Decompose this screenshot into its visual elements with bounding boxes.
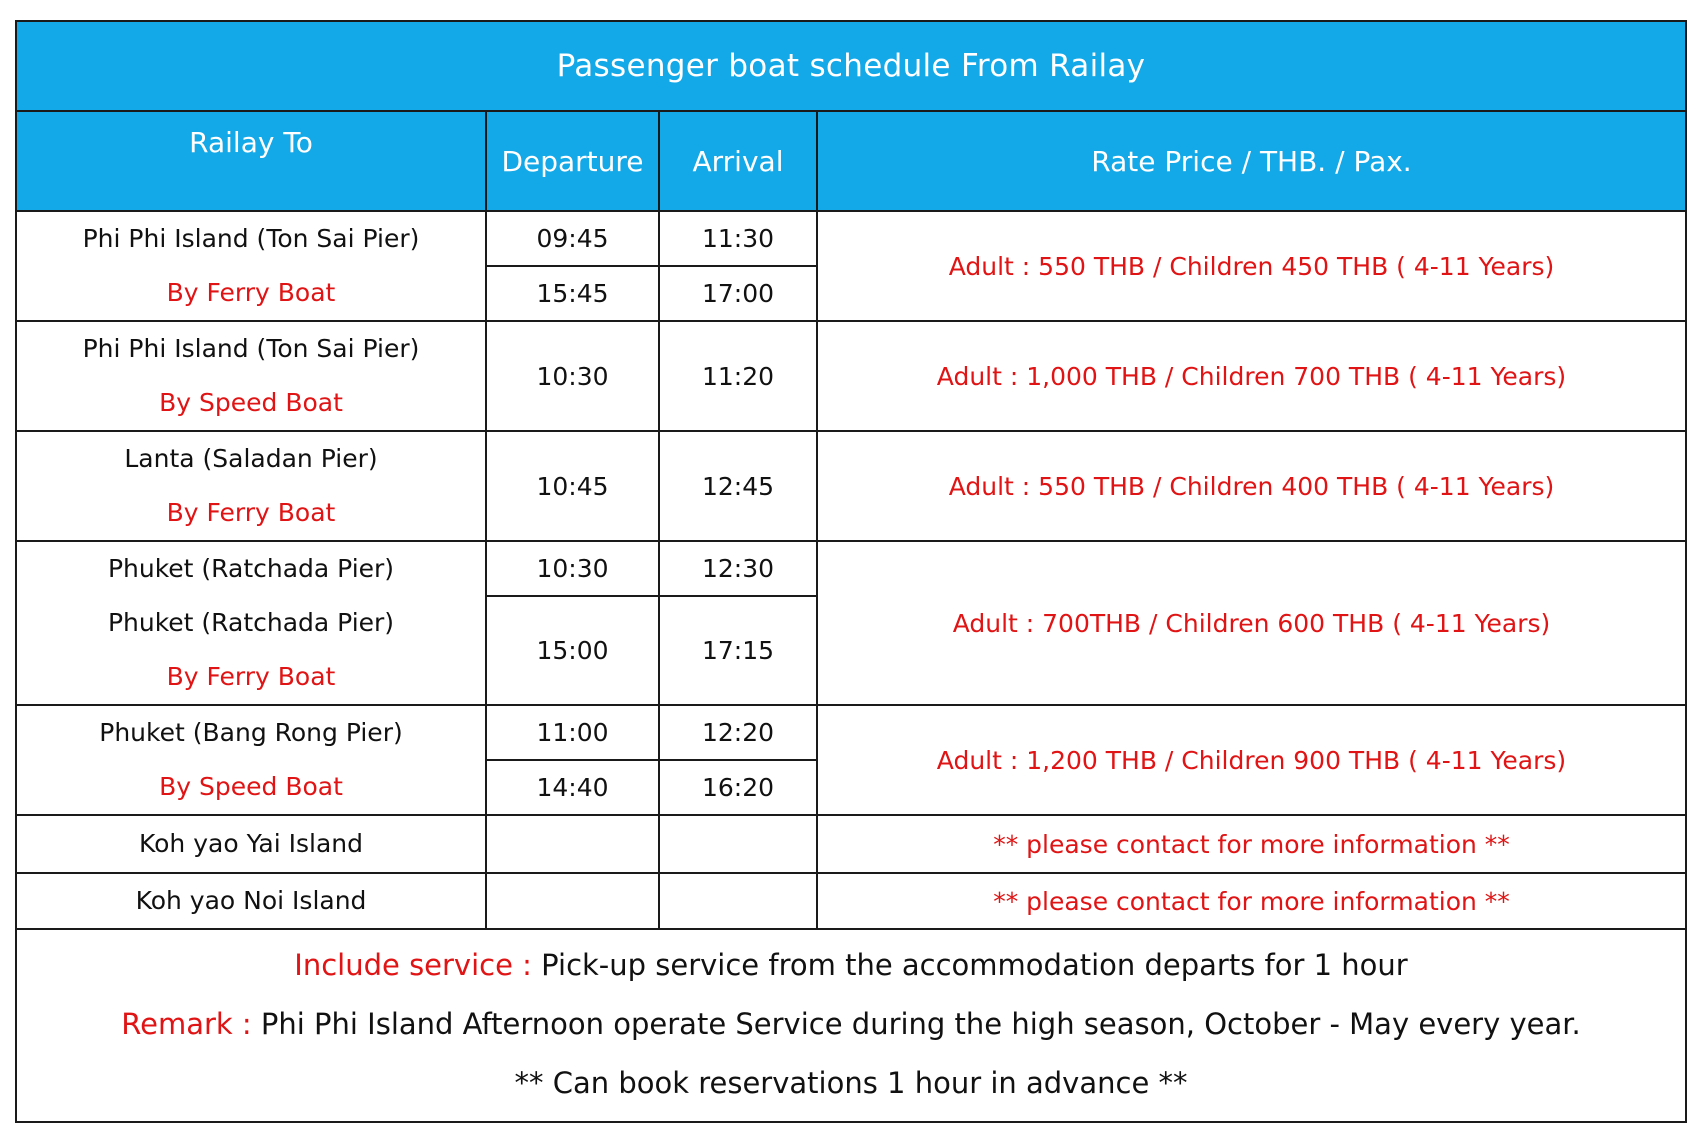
header-railay-to: Railay To bbox=[16, 111, 486, 211]
rate-price: Adult : 1,200 THB / Children 900 THB ( 4-11 Years) bbox=[817, 705, 1686, 815]
table-title: Passenger boat schedule From Railay bbox=[16, 21, 1686, 111]
remark-line bbox=[17, 995, 1685, 1054]
arrival-time-empty bbox=[659, 873, 817, 929]
rate-price: ** please contact for more information ** bbox=[817, 873, 1686, 929]
header-arrival: Arrival bbox=[659, 111, 817, 211]
arrival-time: 17:00 bbox=[659, 266, 817, 321]
departure-time: 15:45 bbox=[486, 266, 659, 321]
destination-cell bbox=[16, 321, 486, 431]
title-row bbox=[16, 21, 1686, 111]
departure-time-empty bbox=[486, 815, 659, 873]
boat-type: By Ferry Boat bbox=[166, 662, 336, 691]
rate-price: Adult : 1,000 THB / Children 700 THB ( 4-11 Years) bbox=[817, 321, 1686, 431]
table-row bbox=[16, 321, 1686, 431]
footer-notes bbox=[16, 929, 1686, 1122]
rate-price: Adult : 550 THB / Children 400 THB ( 4-11 Years) bbox=[817, 431, 1686, 541]
arrival-time: 12:45 bbox=[659, 431, 817, 541]
arrival-time: 17:15 bbox=[659, 596, 817, 705]
destination-name: Koh yao Yai Island bbox=[16, 815, 486, 873]
rate-price: Adult : 700THB / Children 600 THB ( 4-11 Years) bbox=[817, 541, 1686, 705]
table-row bbox=[16, 705, 1686, 760]
arrival-time: 11:30 bbox=[659, 211, 817, 266]
table-row bbox=[16, 431, 1686, 541]
destination-name: Koh yao Noi Island bbox=[16, 873, 486, 929]
boat-type: By Ferry Boat bbox=[166, 498, 336, 527]
table-row bbox=[16, 815, 1686, 873]
include-service-label: Include service : bbox=[294, 948, 532, 982]
destination-name: Phuket (Ratchada Pier) bbox=[107, 554, 395, 583]
departure-time: 10:45 bbox=[486, 431, 659, 541]
departure-time: 15:00 bbox=[486, 596, 659, 705]
destination-cell bbox=[16, 431, 486, 541]
departure-time: 10:30 bbox=[486, 541, 659, 596]
destination-cell bbox=[16, 541, 486, 705]
rate-price: ** please contact for more information ** bbox=[817, 815, 1686, 873]
destination-cell bbox=[16, 705, 486, 815]
arrival-time: 11:20 bbox=[659, 321, 817, 431]
rate-price: Adult : 550 THB / Children 450 THB ( 4-11 Years) bbox=[817, 211, 1686, 321]
destination-name: Phi Phi Island (Ton Sai Pier) bbox=[82, 334, 420, 363]
boat-type: By Speed Boat bbox=[159, 772, 343, 801]
booking-note: ** Can book reservations 1 hour in advance ** bbox=[514, 1066, 1188, 1100]
boat-schedule-table bbox=[15, 20, 1687, 1123]
departure-time: 09:45 bbox=[486, 211, 659, 266]
departure-time: 14:40 bbox=[486, 760, 659, 815]
destination-name: Lanta (Saladan Pier) bbox=[124, 444, 378, 473]
arrival-time-empty bbox=[659, 815, 817, 873]
arrival-time: 12:30 bbox=[659, 541, 817, 596]
boat-type: By Speed Boat bbox=[159, 388, 343, 417]
departure-time-empty bbox=[486, 873, 659, 929]
arrival-time: 12:20 bbox=[659, 705, 817, 760]
footer-row bbox=[16, 929, 1686, 1122]
remark-text: Phi Phi Island Afternoon operate Service during the high season, October - May every year. bbox=[251, 1007, 1581, 1041]
arrival-time: 16:20 bbox=[659, 760, 817, 815]
remark-label: Remark : bbox=[121, 1007, 252, 1041]
header-departure: Departure bbox=[486, 111, 659, 211]
destination-name: Phuket (Ratchada Pier) bbox=[107, 608, 395, 637]
include-service-text: Pick-up service from the accommodation departs for 1 hour bbox=[531, 948, 1408, 982]
destination-name: Phi Phi Island (Ton Sai Pier) bbox=[82, 224, 420, 253]
departure-time: 10:30 bbox=[486, 321, 659, 431]
include-service-line bbox=[17, 936, 1685, 995]
table-row bbox=[16, 541, 1686, 596]
table-row bbox=[16, 873, 1686, 929]
departure-time: 11:00 bbox=[486, 705, 659, 760]
table-row bbox=[16, 211, 1686, 266]
destination-cell bbox=[16, 211, 486, 321]
header-row bbox=[16, 111, 1686, 211]
header-rate: Rate Price / THB. / Pax. bbox=[817, 111, 1686, 211]
boat-type: By Ferry Boat bbox=[166, 278, 336, 307]
destination-name: Phuket (Bang Rong Pier) bbox=[99, 718, 403, 747]
